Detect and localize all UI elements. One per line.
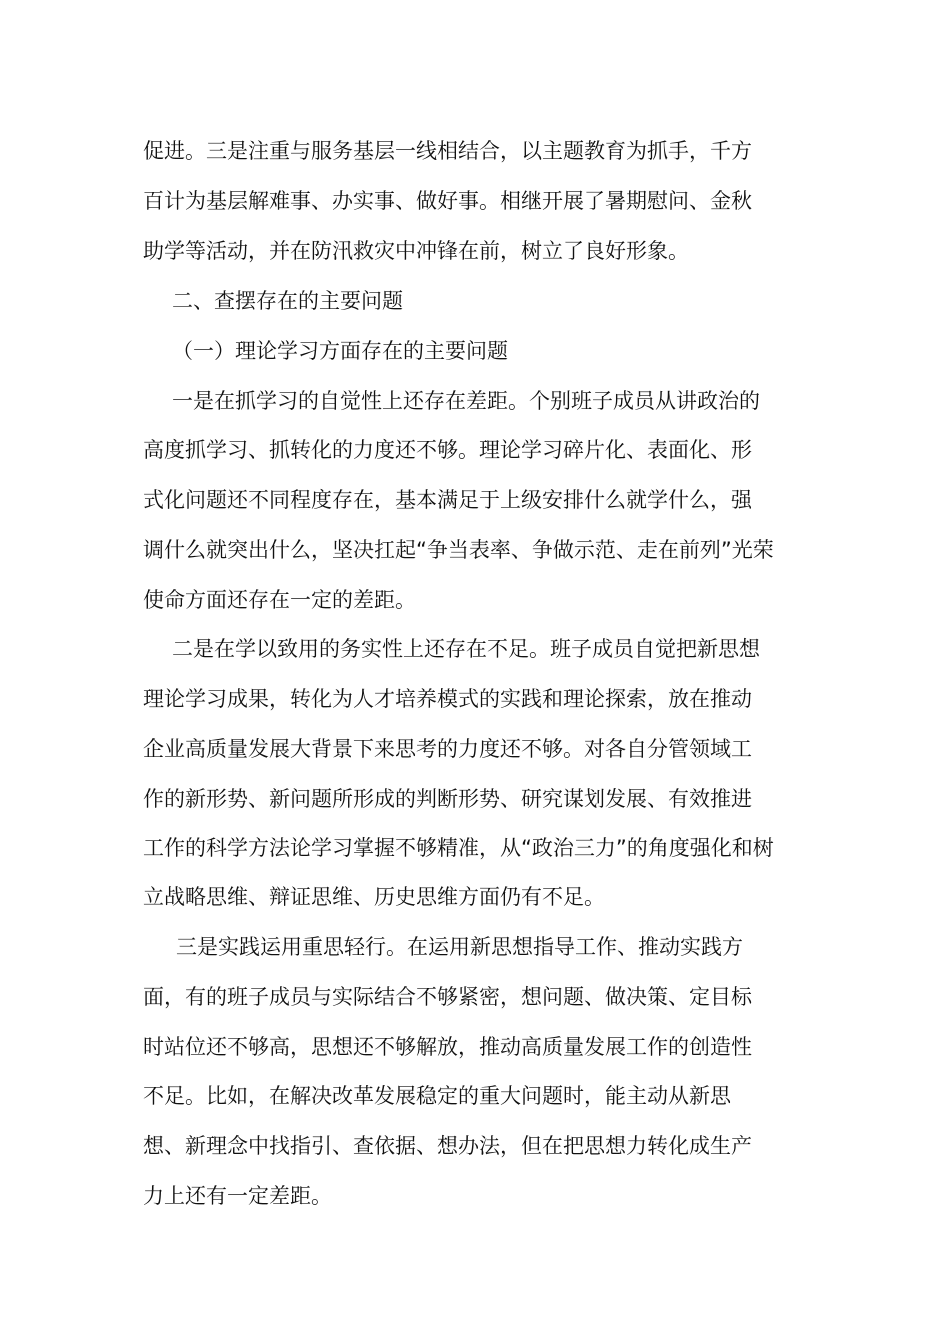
text-line: 三是实践运用重思轻行。在运用新思想指导工作、推动实践方	[176, 935, 743, 959]
text-line: 立战略思维、辩证思维、历史思维方面仍有不足。	[143, 885, 605, 909]
text-line: 不足。比如，在解决改革发展稳定的重大问题时，能主动从新思	[143, 1084, 731, 1108]
text-line: 二是在学以致用的务实性上还存在不足。班子成员自觉把新思想	[172, 637, 760, 661]
text-line: 理论学习成果，转化为人才培养模式的实践和理论探索，放在推动	[143, 687, 752, 711]
text-line: 一是在抓学习的自觉性上还存在差距。个别班子成员从讲政治的	[172, 389, 760, 413]
text-line: 促进。三是注重与服务基层一线相结合，以主题教育为抓手，千方	[143, 139, 752, 163]
text-line: 助学等活动，并在防汛救灾中冲锋在前，树立了良好形象。	[143, 239, 689, 263]
text-line: 调什么就突出什么，坚决扛起“争当表率、争做示范、走在前列”光荣	[143, 538, 774, 562]
text-line: 时站位还不够高，思想还不够解放，推动高质量发展工作的创造性	[143, 1035, 752, 1059]
text-line: 想、新理念中找指引、查依据、想办法，但在把思想力转化成生产	[143, 1134, 752, 1158]
text-line: 工作的科学方法论学习掌握不够精准，从“政治三力”的角度强化和树	[143, 836, 774, 860]
text-line: 式化问题还不同程度存在，基本满足于上级安排什么就学什么，强	[143, 488, 752, 512]
text-line: 面，有的班子成员与实际结合不够紧密，想问题、做决策、定目标	[143, 985, 752, 1009]
text-line: 企业高质量发展大背景下来思考的力度还不够。对各自分管领域工	[143, 737, 752, 761]
text-line: 高度抓学习、抓转化的力度还不够。理论学习碎片化、表面化、形	[143, 438, 752, 462]
text-line: 力上还有一定差距。	[143, 1184, 332, 1208]
text-line: 百计为基层解难事、办实事、做好事。相继开展了暑期慰问、金秋	[143, 189, 752, 213]
subsection-heading: （一）理论学习方面存在的主要问题	[172, 339, 508, 363]
text-line: 作的新形势、新问题所形成的判断形势、研究谋划发展、有效推进	[143, 787, 752, 811]
text-line: 使命方面还存在一定的差距。	[143, 588, 416, 612]
section-heading: 二、查摆存在的主要问题	[172, 289, 403, 313]
